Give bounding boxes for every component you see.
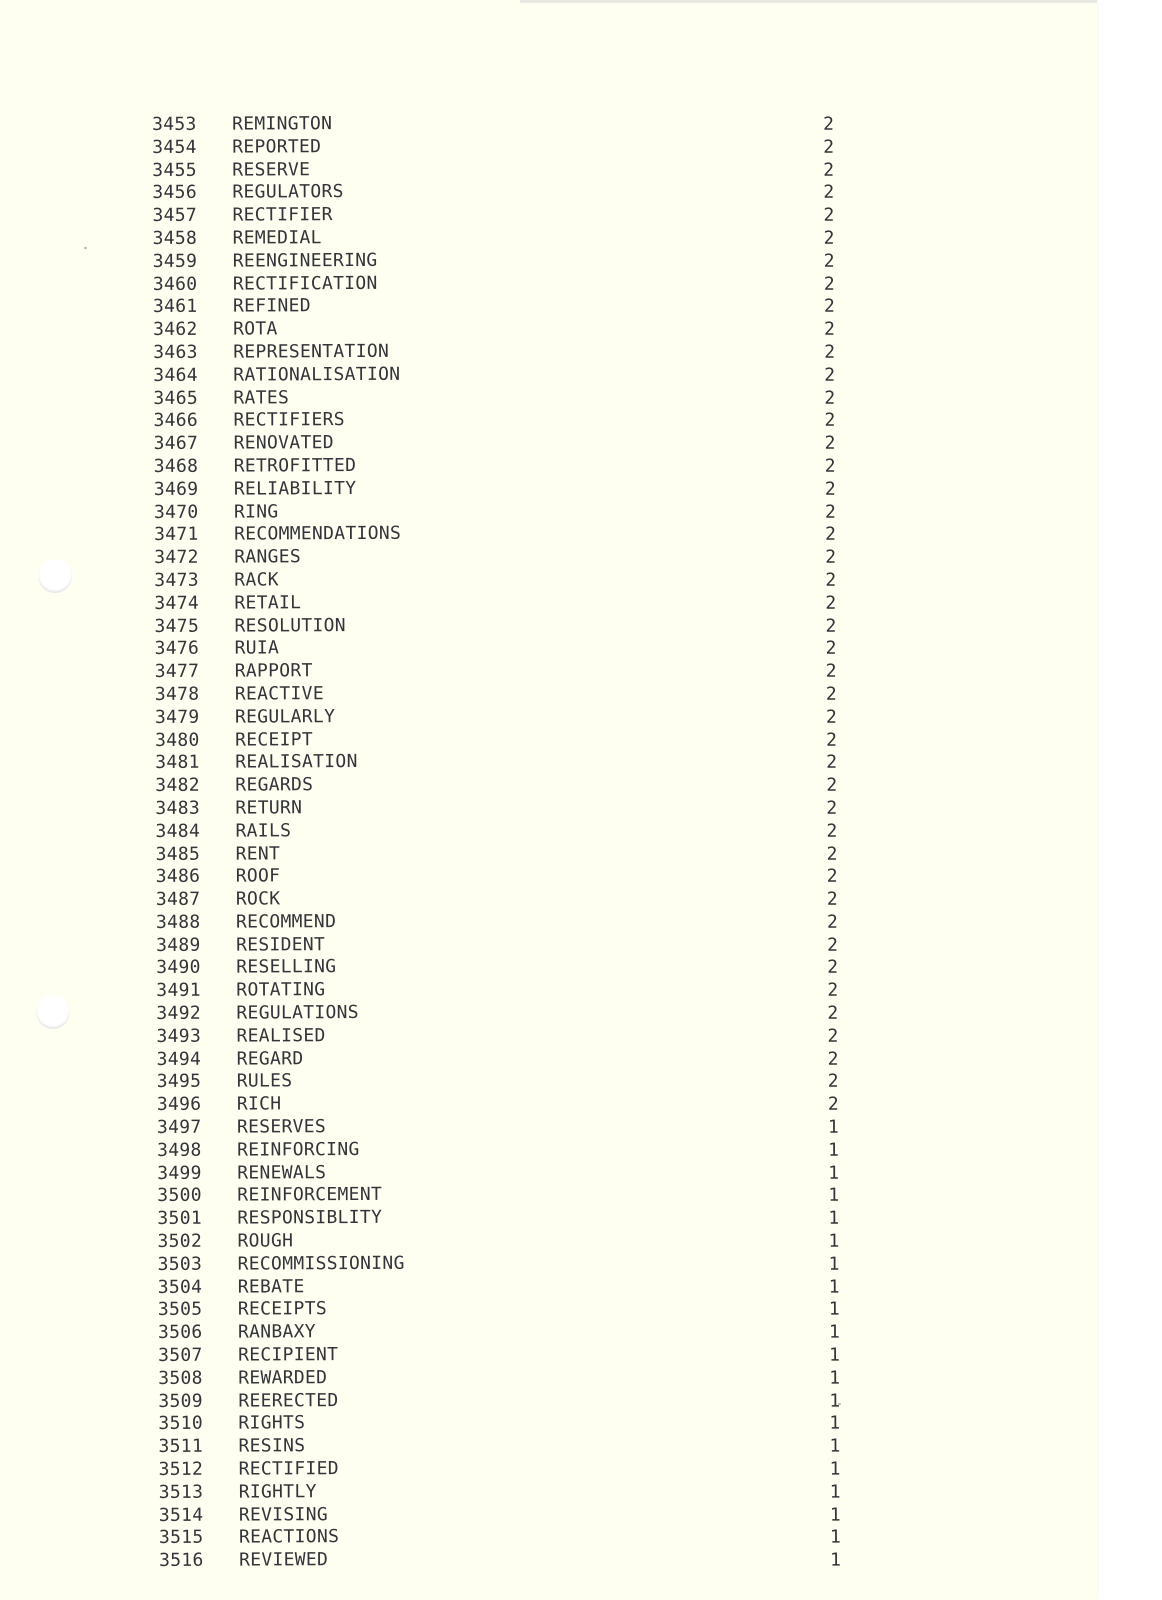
- row-count: 2: [823, 250, 835, 272]
- row-number: 3455: [152, 159, 197, 181]
- row-word: RESERVES: [236, 1116, 327, 1138]
- row-word: RESINS: [238, 1435, 306, 1457]
- row-number: 3483: [155, 797, 201, 819]
- row-count: 2: [824, 364, 836, 386]
- row-word: RIGHTLY: [238, 1481, 317, 1503]
- row-word: REMEDIAL: [232, 227, 322, 249]
- row-word: REACTIONS: [238, 1526, 340, 1548]
- row-count: 1: [828, 1139, 840, 1161]
- row-count: 2: [823, 159, 835, 181]
- row-number: 3507: [158, 1344, 203, 1366]
- row-word: RECTIFIER: [232, 204, 333, 226]
- row-word: REINFORCING: [237, 1138, 360, 1161]
- row-number: 3484: [155, 820, 201, 842]
- word-frequency-list: [148, 110, 875, 1573]
- row-number: 3469: [153, 478, 199, 500]
- row-count: 1: [828, 1299, 841, 1321]
- row-number: 3463: [153, 341, 198, 363]
- row-count: 2: [823, 113, 835, 135]
- row-word: RECTIFIED: [238, 1458, 339, 1480]
- row-word: REFINED: [232, 295, 311, 317]
- row-number: 3504: [157, 1276, 203, 1298]
- row-count: 2: [826, 843, 838, 865]
- row-count: 1: [828, 1230, 840, 1252]
- row-word: RECEIPTS: [237, 1298, 328, 1321]
- row-number: 3496: [156, 1094, 202, 1116]
- row-number: 3475: [154, 615, 200, 637]
- row-count: 1: [829, 1435, 841, 1457]
- row-count: 2: [824, 341, 836, 363]
- row-word: RAPPORT: [234, 660, 313, 682]
- row-word: REGARD: [236, 1047, 304, 1070]
- row-count: 2: [824, 478, 837, 500]
- row-number: 3454: [152, 136, 197, 158]
- row-number: 3511: [158, 1435, 204, 1458]
- row-word: RECTIFIERS: [233, 409, 345, 431]
- row-number: 3470: [153, 501, 199, 523]
- row-word: RECTIFICATION: [232, 272, 378, 295]
- row-count: 2: [823, 136, 835, 158]
- row-word: REVISING: [238, 1503, 329, 1526]
- row-number: 3491: [156, 980, 201, 1002]
- row-word: RECIPIENT: [238, 1344, 339, 1366]
- row-count: 2: [825, 683, 838, 705]
- row-count: 2: [826, 865, 838, 887]
- row-count: 2: [827, 979, 839, 1001]
- row-number: 3492: [156, 1002, 202, 1025]
- row-word: RANBAXY: [237, 1321, 316, 1343]
- row-word: RECOMMEND: [235, 910, 337, 933]
- row-count: 2: [827, 1025, 839, 1047]
- row-word: RING: [233, 500, 279, 523]
- row-number: 3479: [154, 706, 200, 728]
- punch-hole-lower: [36, 995, 70, 1029]
- row-word: RESERVE: [232, 158, 311, 181]
- row-count: 2: [823, 204, 835, 226]
- row-number: 3497: [156, 1116, 202, 1139]
- row-number: 3460: [152, 273, 198, 295]
- row-word: REINFORCEMENT: [237, 1184, 383, 1207]
- row-number: 3453: [151, 113, 197, 135]
- row-word: REGULARLY: [234, 705, 336, 728]
- row-number: 3509: [158, 1390, 203, 1412]
- row-number: 3516: [159, 1549, 204, 1572]
- row-count: 1: [828, 1276, 840, 1298]
- row-number: 3473: [154, 569, 199, 591]
- row-word: RESPONSIBLITY: [237, 1207, 383, 1229]
- row-count: 1: [829, 1413, 841, 1435]
- row-count: 2: [826, 751, 838, 774]
- row-word: REALISATION: [235, 751, 358, 773]
- row-word: RETURN: [235, 797, 303, 819]
- row-word: REVIEWED: [239, 1549, 329, 1571]
- row-word: REWARDED: [238, 1366, 328, 1389]
- row-count: 1: [829, 1344, 841, 1366]
- row-number: 3494: [156, 1048, 202, 1070]
- row-number: 3487: [155, 888, 201, 911]
- row-word: RICH: [236, 1093, 282, 1115]
- row-word: RENT: [235, 842, 281, 865]
- row-number: 3482: [155, 774, 200, 797]
- row-number: 3458: [152, 227, 198, 249]
- row-count: 2: [826, 797, 838, 819]
- row-number: 3474: [154, 592, 200, 614]
- row-word: RULES: [236, 1070, 293, 1093]
- row-count: 2: [826, 774, 838, 796]
- row-count: 2: [827, 1048, 839, 1070]
- row-number: 3489: [156, 934, 201, 956]
- row-number: 3493: [156, 1025, 202, 1047]
- row-word: REENGINEERING: [232, 249, 378, 272]
- row-count: 2: [825, 660, 837, 682]
- row-number: 3495: [156, 1071, 202, 1093]
- row-number: 3498: [157, 1139, 202, 1161]
- row-word: RUIA: [234, 637, 280, 659]
- row-word: RESIDENT: [236, 933, 326, 956]
- list-item: [155, 1547, 875, 1573]
- row-count: 1: [830, 1549, 842, 1571]
- row-word: REPRESENTATION: [233, 340, 390, 363]
- row-number: 3481: [155, 752, 200, 774]
- row-number: 3457: [152, 204, 198, 227]
- row-word: RATIONALISATION: [233, 363, 401, 386]
- row-count: 2: [826, 888, 839, 910]
- row-count: 2: [827, 1071, 839, 1093]
- paper-speck: [84, 247, 87, 249]
- row-number: 3500: [157, 1185, 202, 1207]
- row-word: RIGHTS: [238, 1412, 306, 1434]
- row-word: RENOVATED: [233, 432, 334, 454]
- row-count: 2: [825, 523, 837, 546]
- row-count: 1: [829, 1527, 842, 1549]
- row-number: 3515: [158, 1527, 204, 1549]
- row-count: 2: [827, 1093, 840, 1115]
- row-word: REBATE: [237, 1275, 305, 1298]
- row-word: REGULATORS: [232, 181, 344, 203]
- row-word: ROTA: [233, 318, 278, 340]
- row-count: 1: [828, 1253, 840, 1275]
- row-number: 3513: [158, 1481, 204, 1503]
- row-count: 1: [828, 1321, 841, 1343]
- row-count: 2: [824, 387, 836, 409]
- row-count: 2: [824, 432, 836, 454]
- row-word: REGARDS: [235, 774, 314, 796]
- row-number: 3490: [156, 957, 201, 979]
- row-count: 1: [829, 1367, 841, 1389]
- paper-top-edge: [520, 0, 1097, 3]
- row-count: 2: [823, 273, 836, 295]
- row-word: RETROFITTED: [233, 454, 357, 477]
- row-count: 2: [826, 911, 839, 933]
- row-count: 2: [826, 820, 838, 842]
- row-word: REACTIVE: [234, 683, 324, 705]
- row-word: REPORTED: [232, 135, 322, 158]
- row-count: 2: [824, 410, 836, 432]
- row-number: 3485: [155, 843, 201, 865]
- row-count: 2: [825, 637, 837, 660]
- row-count: 2: [825, 592, 837, 614]
- row-count: 2: [825, 615, 837, 637]
- row-number: 3499: [157, 1162, 202, 1184]
- row-word: RESELLING: [236, 956, 337, 979]
- row-number: 3467: [153, 432, 199, 455]
- row-number: 3464: [153, 364, 198, 386]
- row-number: 3478: [154, 683, 200, 705]
- row-number: 3456: [152, 182, 197, 204]
- row-word: ROCK: [235, 888, 281, 910]
- row-word: REMINGTON: [231, 113, 333, 135]
- row-number: 3510: [158, 1413, 204, 1435]
- row-count: 2: [824, 455, 836, 477]
- row-word: REALISED: [236, 1025, 326, 1047]
- row-number: 3471: [154, 524, 199, 546]
- row-word: REGULATIONS: [236, 1002, 359, 1024]
- row-word: RENEWALS: [237, 1161, 327, 1184]
- row-number: 3466: [153, 410, 199, 432]
- row-count: 1: [829, 1390, 841, 1412]
- row-count: 1: [828, 1207, 840, 1229]
- row-count: 1: [828, 1185, 840, 1207]
- row-count: 2: [823, 296, 836, 318]
- row-word: ROUGH: [237, 1230, 294, 1252]
- row-word: RESOLUTION: [234, 614, 346, 637]
- row-count: 2: [825, 546, 837, 568]
- row-count: 2: [826, 729, 838, 751]
- row-count: 2: [823, 182, 835, 204]
- row-number: 3514: [158, 1504, 204, 1526]
- row-count: 1: [829, 1481, 841, 1503]
- row-number: 3488: [155, 911, 201, 933]
- row-number: 3472: [154, 546, 199, 569]
- row-number: 3486: [155, 866, 201, 888]
- row-count: 1: [828, 1162, 840, 1184]
- row-count: 2: [827, 934, 839, 956]
- row-word: RACK: [234, 569, 279, 591]
- row-number: 3501: [157, 1207, 203, 1230]
- row-number: 3502: [157, 1230, 203, 1253]
- row-word: RECOMMISSIONING: [237, 1252, 405, 1275]
- row-word: RECOMMENDATIONS: [234, 523, 402, 545]
- row-number: 3480: [155, 729, 200, 751]
- row-word: ROTATING: [236, 979, 326, 1001]
- row-number: 3503: [157, 1253, 203, 1275]
- row-number: 3461: [152, 296, 198, 318]
- row-number: 3477: [154, 660, 200, 683]
- row-number: 3465: [153, 387, 199, 409]
- row-count: 1: [829, 1458, 841, 1480]
- row-word: RETAIL: [234, 591, 302, 614]
- row-word: ROOF: [235, 865, 281, 887]
- row-number: 3462: [153, 318, 198, 341]
- row-word: REERECTED: [238, 1389, 339, 1412]
- row-number: 3508: [158, 1367, 203, 1389]
- row-count: 2: [823, 227, 835, 249]
- row-number: 3505: [157, 1299, 203, 1321]
- row-count: 1: [829, 1504, 842, 1526]
- row-count: 2: [825, 706, 838, 728]
- row-count: 2: [827, 1002, 839, 1024]
- row-count: 2: [824, 318, 836, 340]
- row-word: RELIABILITY: [233, 477, 357, 500]
- row-number: 3468: [153, 455, 199, 477]
- row-word: RAILS: [235, 820, 292, 842]
- row-count: 2: [827, 957, 839, 979]
- punch-hole-upper: [38, 559, 72, 593]
- row-count: 2: [824, 501, 837, 523]
- row-word: RECEIPT: [235, 728, 314, 751]
- row-number: 3476: [154, 638, 200, 660]
- row-number: 3506: [157, 1321, 203, 1344]
- row-word: RANGES: [234, 546, 302, 568]
- row-count: 1: [827, 1116, 840, 1138]
- row-count: 2: [825, 569, 837, 591]
- row-word: RATES: [233, 386, 290, 409]
- row-number: 3512: [158, 1458, 204, 1480]
- row-number: 3459: [152, 250, 198, 272]
